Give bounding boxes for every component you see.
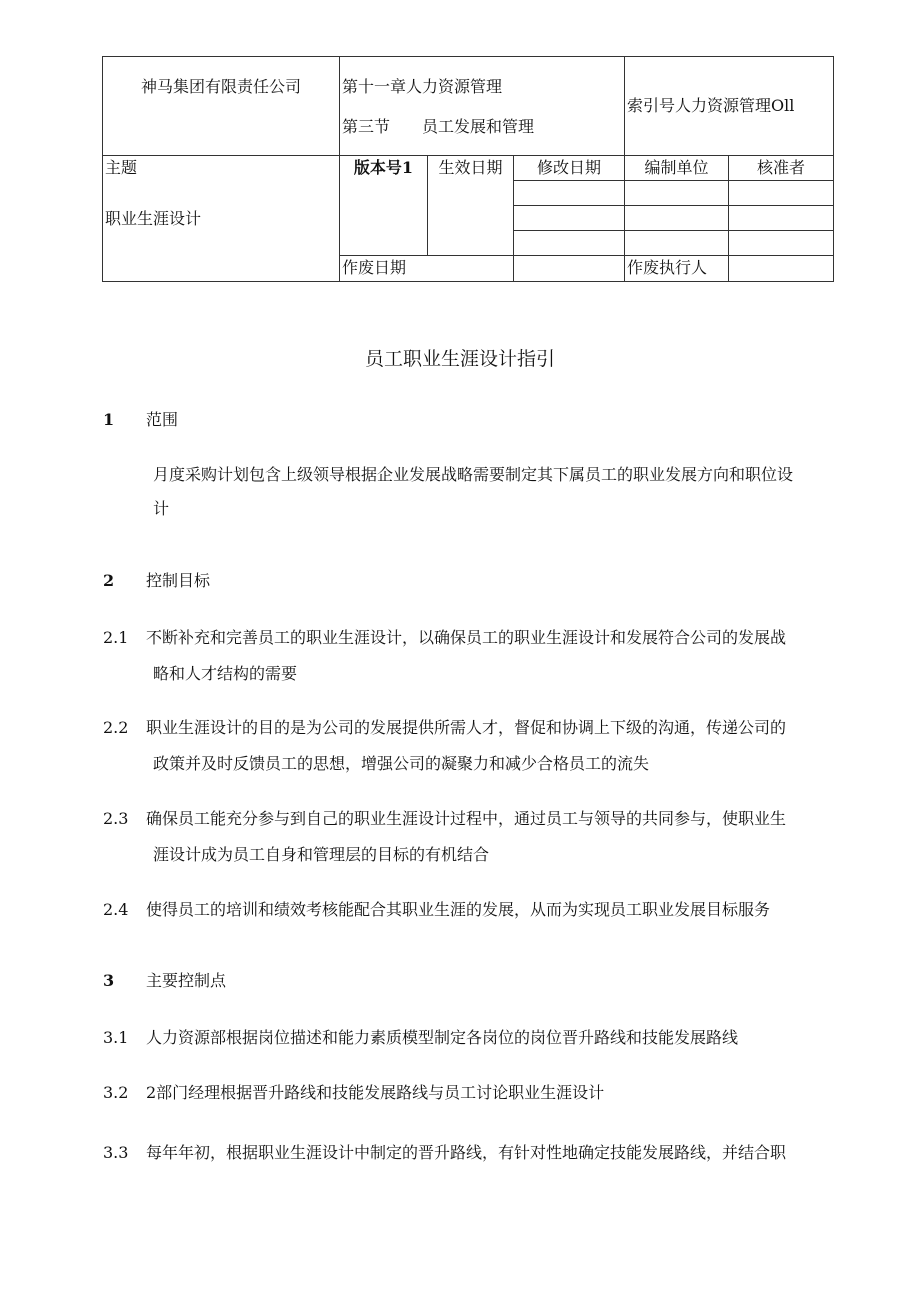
company-name: 神马集团有限责任公司 bbox=[103, 57, 340, 156]
section-number: 2 bbox=[103, 571, 115, 590]
section-heading: 范围 bbox=[146, 410, 179, 429]
item-number: 3.2 bbox=[103, 1083, 129, 1102]
paragraph-continuation: 政策并及时反馈员工的思想，增强公司的凝聚力和减少合格员工的流失 bbox=[153, 754, 650, 773]
paragraph-continuation: 计 bbox=[153, 499, 170, 518]
empty-cell bbox=[514, 256, 625, 282]
empty-cell bbox=[625, 231, 729, 256]
section-heading: 主要控制点 bbox=[146, 971, 227, 990]
empty-cell bbox=[729, 231, 834, 256]
empty-cell bbox=[625, 206, 729, 231]
paragraph: 每年年初，根据职业生涯设计中制定的晋升路线，有针对性地确定技能发展路线，并结合职 bbox=[146, 1143, 787, 1162]
section-number: 3 bbox=[103, 971, 115, 990]
index-number: 索引号人力资源管理Oll bbox=[625, 57, 834, 156]
chapter-title: 第十一章人力资源管理 bbox=[342, 77, 503, 96]
paragraph: 月度采购计划包含上级领导根据企业发展战略需要制定其下属员工的职业发展方向和职位设 bbox=[153, 465, 794, 484]
paragraph: 职业生涯设计的目的是为公司的发展提供所需人才，督促和协调上下级的沟通，传递公司的 bbox=[146, 718, 787, 737]
paragraph: 2部门经理根据晋升路线和技能发展路线与员工讨论职业生涯设计 bbox=[146, 1083, 605, 1102]
subject-label: 主题 bbox=[105, 158, 138, 177]
version-label: 版本号1 bbox=[340, 156, 428, 256]
document-header-table bbox=[102, 56, 834, 282]
effective-date-label: 生效日期 bbox=[428, 156, 514, 256]
compiled-by-label: 编制单位 bbox=[625, 156, 729, 181]
chapter-cell bbox=[340, 57, 625, 156]
revision-date-label: 修改日期 bbox=[514, 156, 625, 181]
approver-label: 核准者 bbox=[729, 156, 834, 181]
empty-cell bbox=[625, 181, 729, 206]
item-number: 3.1 bbox=[103, 1028, 129, 1047]
empty-cell bbox=[514, 206, 625, 231]
empty-cell bbox=[514, 181, 625, 206]
item-number: 3.3 bbox=[103, 1143, 129, 1162]
empty-cell bbox=[514, 231, 625, 256]
paragraph: 不断补充和完善员工的职业生涯设计，以确保员工的职业生涯设计和发展符合公司的发展战 bbox=[146, 628, 787, 647]
empty-cell bbox=[729, 256, 834, 282]
void-date-label: 作废日期 bbox=[340, 256, 514, 282]
paragraph: 人力资源部根据岗位描述和能力素质模型制定各岗位的岗位晋升路线和技能发展路线 bbox=[146, 1028, 739, 1047]
subject-cell bbox=[103, 156, 340, 282]
item-number: 2.3 bbox=[103, 809, 129, 828]
subject-value: 职业生涯设计 bbox=[105, 209, 202, 228]
paragraph-continuation: 略和人才结构的需要 bbox=[153, 664, 298, 683]
paragraph: 使得员工的培训和绩效考核能配合其职业生涯的发展，从而为实现员工职业发展目标服务 bbox=[146, 900, 771, 919]
section-number: 1 bbox=[103, 410, 115, 429]
paragraph: 确保员工能充分参与到自己的职业生涯设计过程中，通过员工与领导的共同参与，使职业生 bbox=[146, 809, 787, 828]
section-heading: 控制目标 bbox=[146, 571, 211, 590]
empty-cell bbox=[729, 206, 834, 231]
item-number: 2.1 bbox=[103, 628, 129, 647]
void-executor-label: 作废执行人 bbox=[625, 256, 729, 282]
paragraph-continuation: 涯设计成为员工自身和管理层的目标的有机结合 bbox=[153, 845, 490, 864]
section-title: 第三节 员工发展和管理 bbox=[342, 117, 535, 136]
item-number: 2.2 bbox=[103, 718, 129, 737]
item-number: 2.4 bbox=[103, 900, 129, 919]
empty-cell bbox=[729, 181, 834, 206]
document-title: 员工职业生涯设计指引 bbox=[364, 348, 555, 370]
